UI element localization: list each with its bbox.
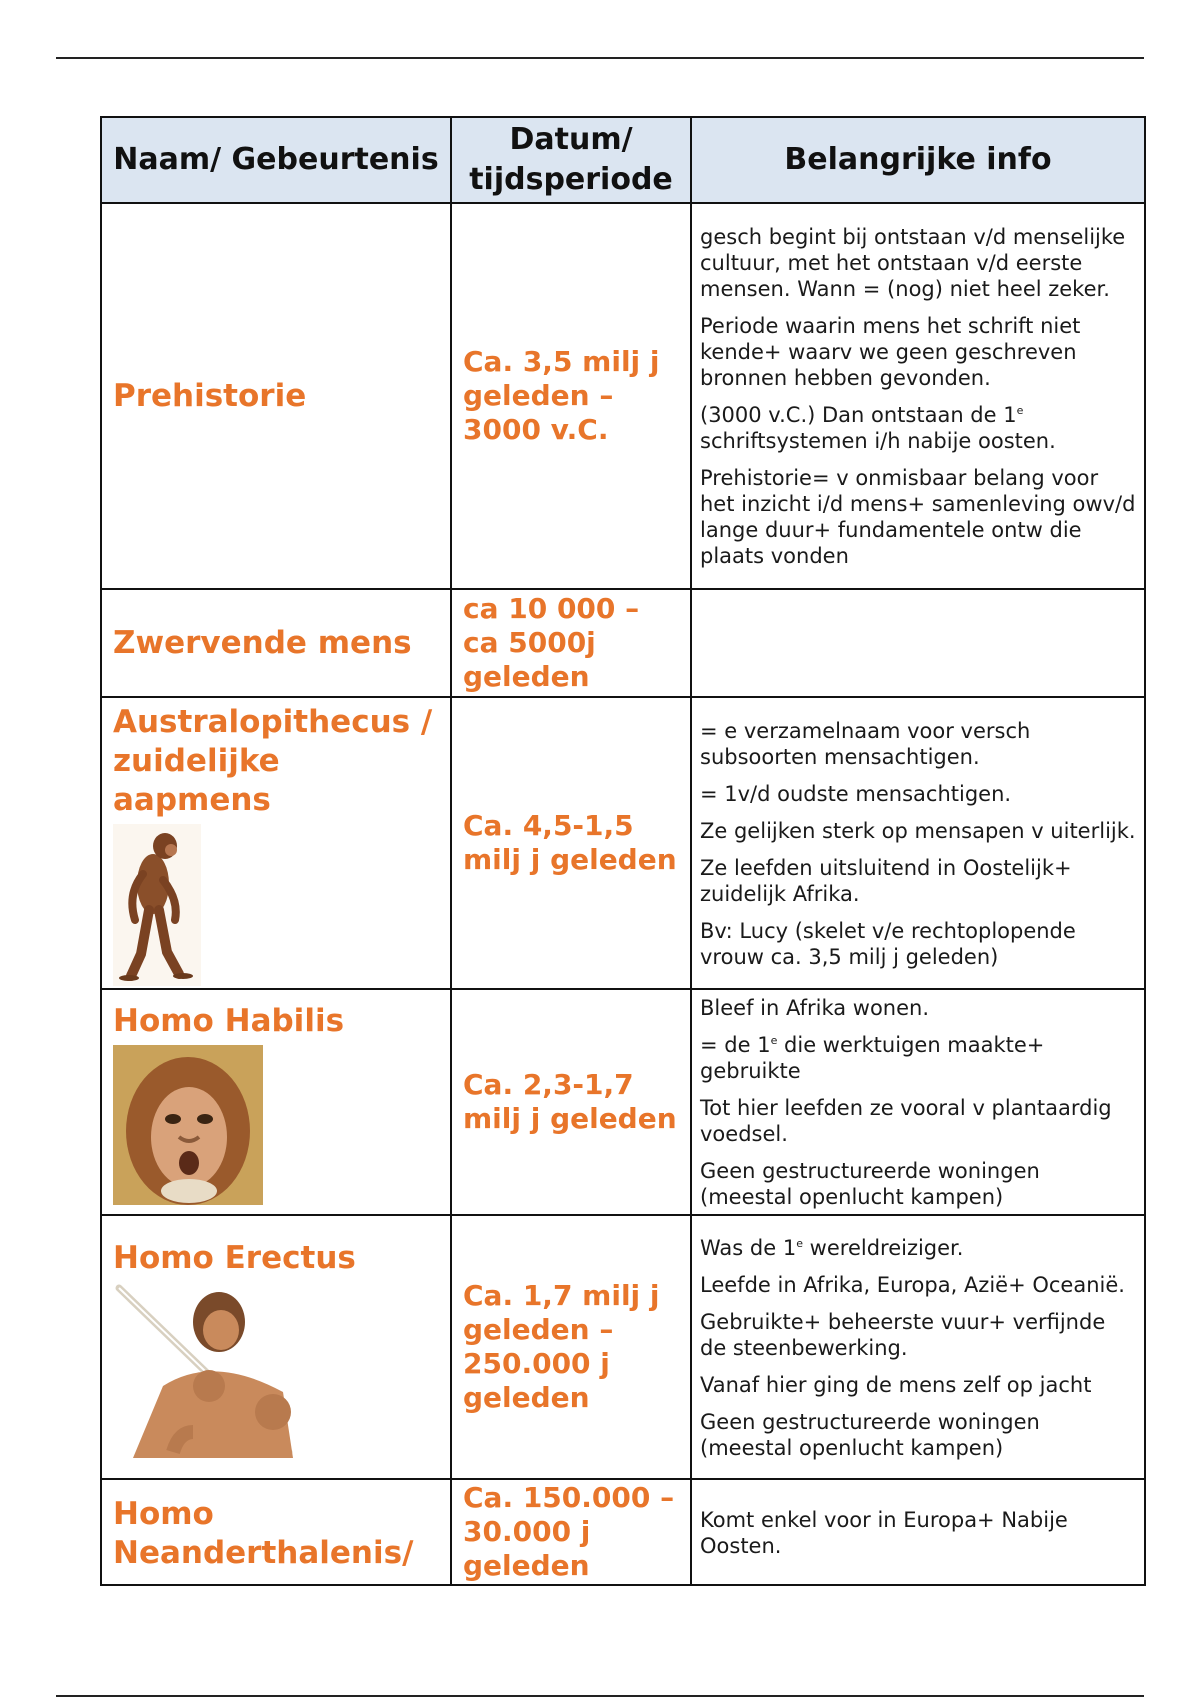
event-name: Australopithecus / zuidelijke aapmens xyxy=(113,704,433,818)
event-date: Ca. 2,3-1,7 milj j geleden xyxy=(463,1068,677,1135)
info-line: Periode waarin mens het schrift niet kende+ waarv we geen geschreven bronnen hebben gevonden. xyxy=(700,314,1081,390)
bottom-rule xyxy=(56,1695,1144,1697)
name-cell xyxy=(101,1479,451,1585)
info-line: Tot hier leefden ze vooral v plantaardig voedsel. xyxy=(700,1096,1112,1146)
info-cell xyxy=(691,989,1145,1215)
info-cell xyxy=(691,1479,1145,1585)
info-line: = de 1e die werktuigen maakte+ gebruikte xyxy=(700,1033,1045,1083)
event-name: Zwervende mens xyxy=(113,624,412,661)
name-cell xyxy=(101,697,451,989)
event-name: Prehistorie xyxy=(113,377,307,414)
date-cell xyxy=(451,589,691,697)
info-line: = e verzamelnaam voor versch subsoorten mensachtigen. xyxy=(700,718,1031,769)
timeline-table xyxy=(100,116,1146,1586)
table-row xyxy=(101,203,1145,589)
info-line: Ze leefden uitsluitend in Oostelijk+ zuidelijk Afrika. xyxy=(700,855,1072,906)
info-line: Bv: Lucy (skelet v/e rechtoplopende vrouw ca. 3,5 milj j geleden) xyxy=(700,918,1076,969)
info-line: Bleef in Afrika wonen. xyxy=(700,996,930,1020)
event-name: Homo Neanderthalenis/ xyxy=(113,1495,414,1571)
info-cell xyxy=(691,1215,1145,1479)
name-cell xyxy=(101,589,451,697)
name-cell xyxy=(101,203,451,589)
table-row xyxy=(101,589,1145,697)
date-cell xyxy=(451,697,691,989)
table-row xyxy=(101,1215,1145,1479)
name-cell xyxy=(101,1215,451,1479)
info-line: (3000 v.C.) Dan ontstaan de 1e schriftsystemen i/h nabije oosten. xyxy=(700,403,1056,453)
info-line: gesch begint bij ontstaan v/d menselijke cultuur, met het ontstaan v/d eerste mensen. Wann = (nog) niet heel zeker. xyxy=(700,225,1126,301)
info-line: Prehistorie= v onmisbaar belang voor het inzicht i/d mens+ samenleving owv/d lange duur+ fundamentele ontw die plaats vonden xyxy=(700,466,1136,568)
table-row xyxy=(101,989,1145,1215)
event-date: ca 10 000 – ca 5000j geleden xyxy=(463,592,640,693)
info-line: Vanaf hier ging de mens zelf op jacht xyxy=(700,1372,1092,1397)
event-date: Ca. 4,5-1,5 milj j geleden xyxy=(463,809,677,876)
info-line: Geen gestructureerde woningen (meestal openlucht kampen) xyxy=(700,1159,1040,1209)
event-name: Homo Erectus xyxy=(113,1240,356,1276)
event-name: Homo Habilis xyxy=(113,1003,345,1039)
name-cell xyxy=(101,989,451,1215)
date-cell xyxy=(451,1215,691,1479)
top-rule xyxy=(56,57,1144,59)
table-row xyxy=(101,1479,1145,1585)
table-row xyxy=(101,697,1145,989)
info-line: Komt enkel voor in Europa+ Nabije Oosten. xyxy=(700,1507,1068,1558)
event-date: Ca. 1,7 milj j geleden – 250.000 j geleden xyxy=(463,1279,660,1414)
info-cell xyxy=(691,589,1145,697)
date-cell xyxy=(451,1479,691,1585)
info-line: = 1v/d oudste mensachtigen. xyxy=(700,781,1012,806)
event-date: Ca. 150.000 – 30.000 j geleden xyxy=(463,1481,675,1582)
header-date: Datum/ tijdsperiode xyxy=(451,117,691,203)
date-cell xyxy=(451,989,691,1215)
homo-habilis-image xyxy=(113,1045,263,1205)
info-cell xyxy=(691,697,1145,989)
info-line: Leefde in Afrika, Europa, Azië+ Oceanië. xyxy=(700,1272,1125,1297)
date-cell xyxy=(451,203,691,589)
homo-erectus-image xyxy=(113,1282,303,1458)
australopithecus-image xyxy=(113,824,201,986)
info-line: Was de 1e wereldreiziger. xyxy=(700,1235,964,1260)
header-info: Belangrijke info xyxy=(691,117,1145,203)
header-row xyxy=(101,117,1145,203)
event-date: Ca. 3,5 milj j geleden – 3000 v.C. xyxy=(463,345,660,446)
info-cell xyxy=(691,203,1145,589)
info-line: Geen gestructureerde woningen (meestal openlucht kampen) xyxy=(700,1409,1040,1460)
header-name: Naam/ Gebeurtenis xyxy=(101,117,451,203)
info-line: Ze gelijken sterk op mensapen v uiterlijk. xyxy=(700,818,1136,843)
info-line: Gebruikte+ beheerste vuur+ verfijnde de steenbewerking. xyxy=(700,1309,1106,1360)
